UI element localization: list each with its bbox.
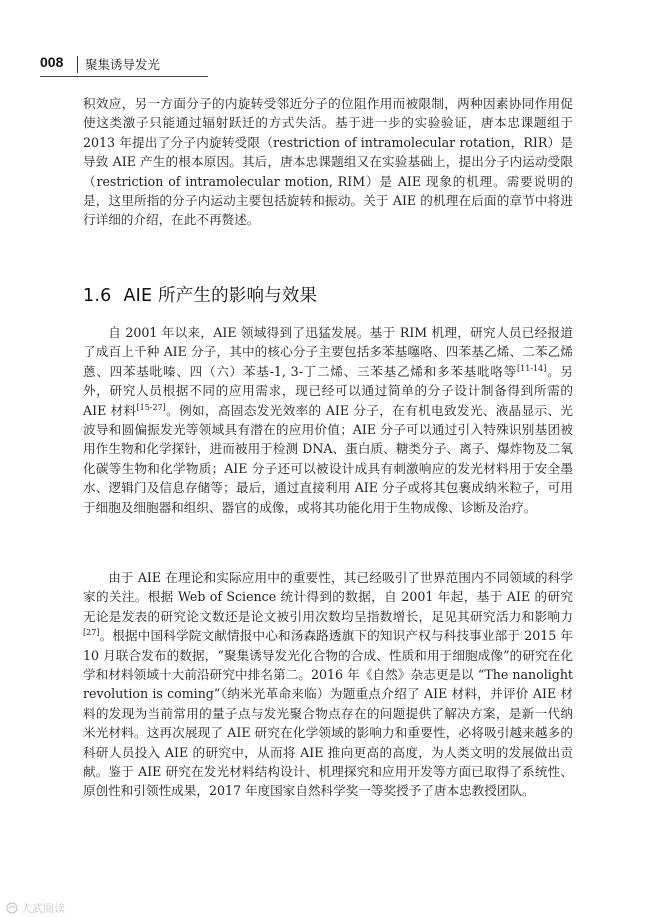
paragraph-3-part-b: 。根据中国科学院文献情报中心和汤森路透旗下的知识产权与科技事业部于 2015 年 10 月联合发布的数据，“聚集诱导发光化合物的合成、性质和用于细胞成像”的研究在化学和材料领域十大前沿研究中排名第二。2016 年《自然》杂志更是以 “The nanolight revolution is coming”（纳米光革命来临）为题重点介绍了 AIE 材料，并评价 AIE 材料的发现为当前常用的量子点与发光聚合物点存在的问题提供了解决方案，是新一代纳米光材料。这再次展现了 AIE 研究在化学领域的影响力和重要性，必将吸引越来越多的科研人员投入 AIE 的研究中，从而将 AIE 推向更高的高度，为人类文明的发展做出贡献。鉴于 AIE 研究在发光材料结构设计、机理探究和应用开发等方面已取得了系统性、原创性和引领性成果，2017 年度国家自然科学奖一等奖授予了唐本忠教授团队。	[83, 628, 573, 799]
paragraph-2	[83, 323, 573, 517]
header-rule	[40, 76, 208, 77]
citation: [15-27]	[136, 402, 166, 412]
page-header	[40, 54, 615, 76]
section-number: 1.6	[83, 286, 112, 306]
header-divider	[77, 56, 78, 73]
citation: [27]	[83, 628, 100, 638]
watermark	[6, 900, 65, 916]
paragraph-2-part-b: 。另外，研究人员根据不同的应用需求，现已经可以通过简单的分子设计制备得到所需的 AIE 材料	[83, 363, 574, 418]
intro-paragraph-text: 积效应，另一方面分子的内旋转受邻近分子的位阻作用而被限制，两种因素协同作用促使这类激子只能通过辐射跃迁的方式失活。基于进一步的实验验证，唐本忠课题组于 2013 年提出了分子内旋转受限（restriction of intramolecular rotation，RIR）是导致 AIE 产生的根本原因。其后，唐本忠课题组又在实验基础上，提出分子内运动受限（restriction of intramolecular motion, RIM）是 AIE 现象的机理。需要说明的是，这里所指的分子内运动主要包括旋转和振动。关于 AIE 的机理在后面的章节中将进行详细的介绍，在此不再赘述。	[83, 96, 573, 228]
intro-paragraph	[83, 94, 573, 230]
paragraph-3-text	[83, 568, 573, 801]
section-heading	[83, 282, 317, 307]
paragraph-2-part-a: 自 2001 年以来，AIE 领域得到了迅猛发展。基于 RIM 机理，研究人员已经报道了成百上千种 AIE 分子，其中的核心分子主要包括多苯基噻咯、四苯基乙烯、二苯乙烯蒽、四苯基吡嗪、四（六）苯基-1, 3-丁二烯、三苯基乙烯和多苯基吡咯等	[83, 325, 573, 379]
section-title: AIE 所产生的影响与效果	[123, 286, 318, 306]
running-title: 聚集诱导发光	[85, 57, 161, 72]
citation: [11-14]	[517, 363, 547, 373]
paragraph-3-part-a: 由于 AIE 在理论和实际应用中的重要性，其已经吸引了世界范围内不同领域的科学家的关注。根据 Web of Science 统计得到的数据，自 2001 年起，基于 AIE 的研究无论是发表的研究论文数还是论文被引用次数均呈指数增长，足见其研究活力和影响力	[83, 570, 573, 624]
page-number: 008	[40, 54, 64, 70]
paragraph-2-text	[83, 323, 573, 517]
paragraph-3	[83, 568, 573, 801]
paragraph-2-part-c: 。例如，高固态发光效率的 AIE 分子，在有机电致发光、液晶显示、光波导和圆偏振发光等领域具有潜在的应用价值；AIE 分子可以通过引入特殊识别基团被用作生物和化学探针，进而被用于检测 DNA、蛋白质、糖类分子、离子、爆炸物及二氧化碳等生物和化学物质；AIE 分子还可以被设计成具有刺激响应的发光材料用于安全墨水、逻辑门及信息存储等；最后，通过直接利用 AIE 分子或将其包裹成纳米粒子，可用于细胞及细胞器和组织、器官的成像，或将其功能化用于生物成像、诊断及治疗。	[83, 402, 573, 515]
watermark-text: 大武阅读	[21, 902, 65, 915]
logo-swirl-icon	[6, 902, 18, 914]
